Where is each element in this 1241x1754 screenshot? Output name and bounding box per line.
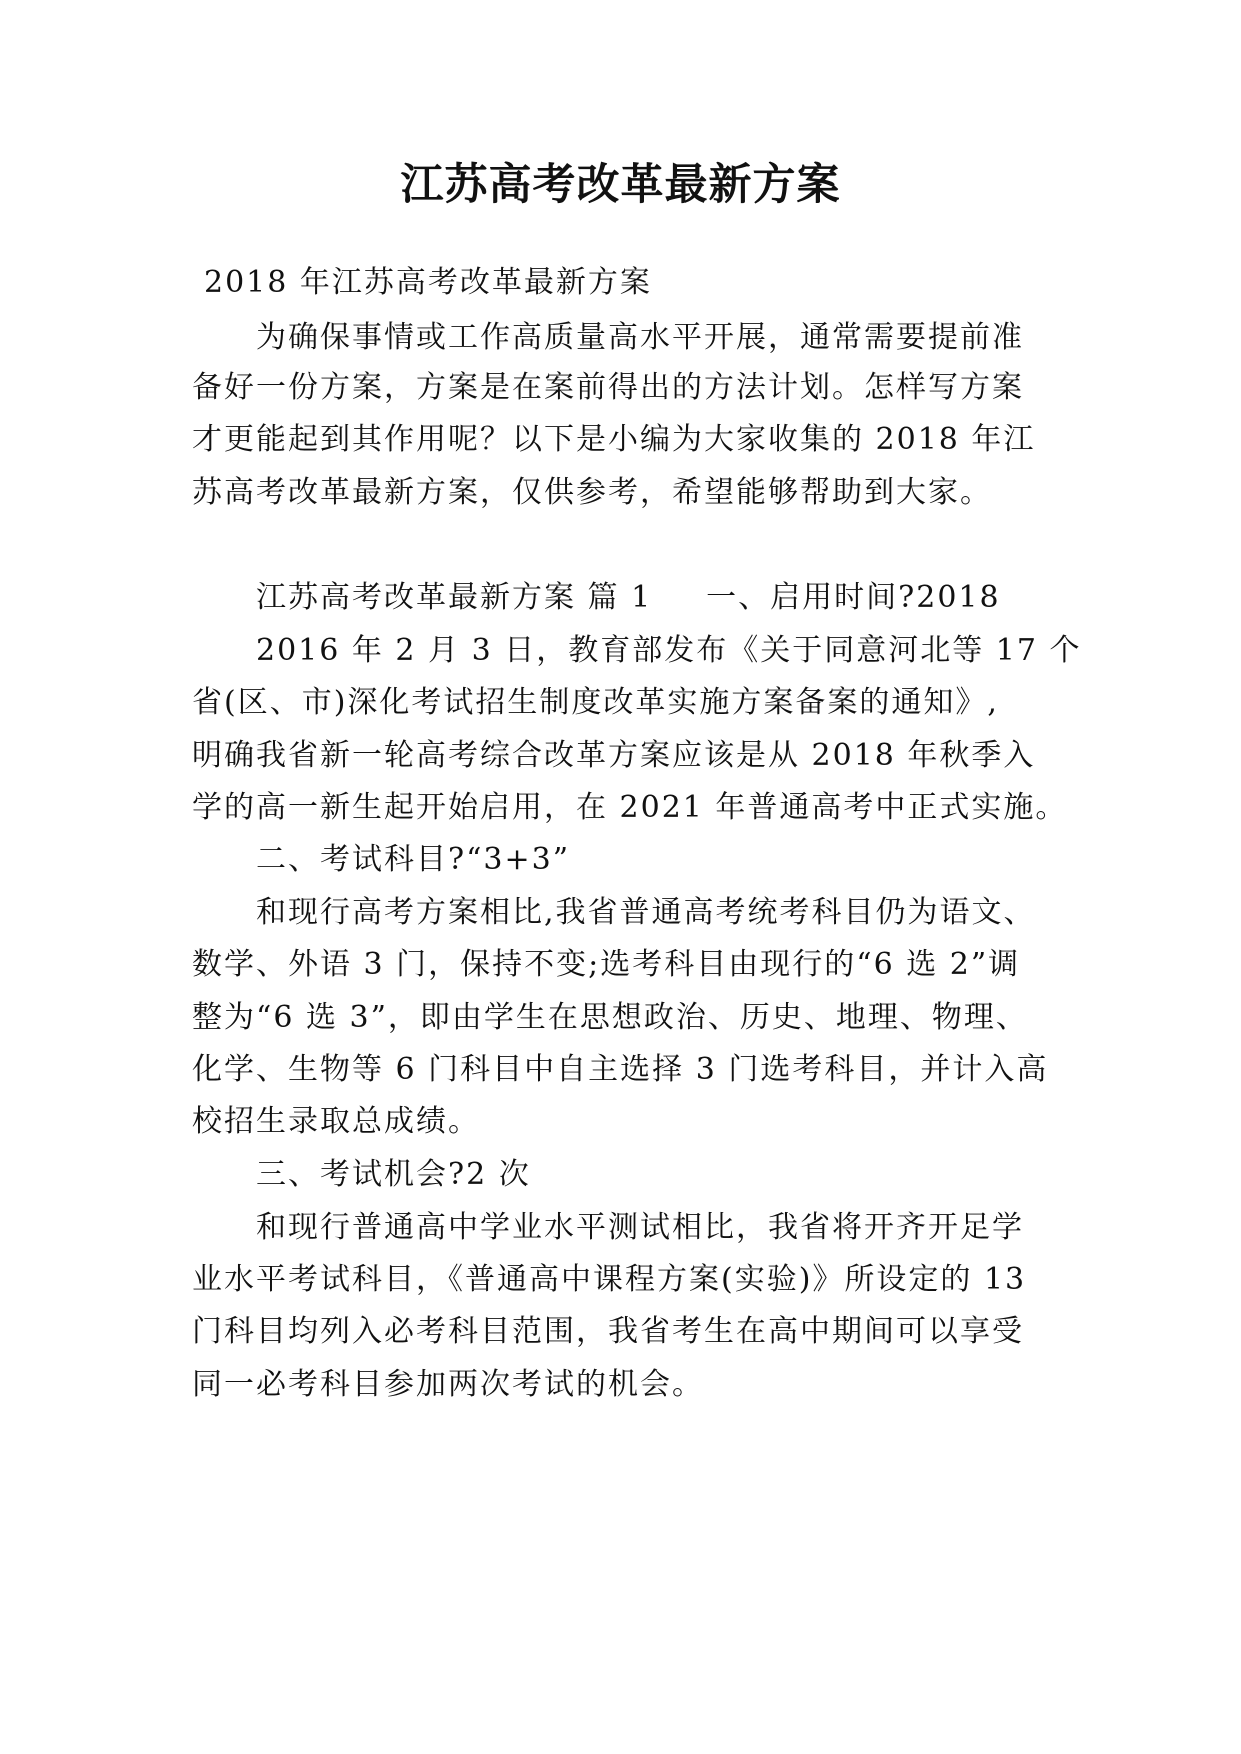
document-title: 江苏高考改革最新方案 (400, 160, 841, 210)
section-heading-2: 二、考试科目?“3+3” (256, 842, 571, 877)
section2-line: 数学、外语 3 门，保持不变;选考科目由现行的“6 选 2”调 (192, 947, 1021, 982)
section3-line: 和现行普通高中学业水平测试相比，我省将开齐开足学 (256, 1210, 1024, 1245)
section1-line: 明确我省新一轮高考综合改革方案应该是从 2018 年秋季入 (192, 738, 1036, 773)
section2-line: 整为“6 选 3”，即由学生在思想政治、历史、地理、物理、 (192, 1000, 1028, 1035)
intro-line: 备好一份方案，方案是在案前得出的方法计划。怎样写方案 (192, 370, 1024, 405)
document-subtitle: 2018 年江苏高考改革最新方案 (204, 265, 652, 300)
intro-line: 才更能起到其作用呢？以下是小编为大家收集的 2018 年江 (192, 422, 1036, 457)
chapter-heading-line (256, 578, 1001, 618)
section2-line: 校招生录取总成绩。 (192, 1104, 480, 1139)
section3-line: 同一必考科目参加两次考试的机会。 (192, 1367, 704, 1402)
section-heading-3: 三、考试机会?2 次 (256, 1157, 531, 1192)
intro-line: 为确保事情或工作高质量高水平开展，通常需要提前准 (256, 320, 1024, 355)
section3-line: 业水平考试科目，《普通高中课程方案(实验)》所设定的 13 (192, 1262, 1027, 1297)
section3-line: 门科目均列入必考科目范围，我省考生在高中期间可以享受 (192, 1314, 1024, 1349)
chapter-heading: 江苏高考改革最新方案 篇 1 (256, 580, 653, 615)
section1-line: 学的高一新生起开始启用，在 2021 年普通高考中正式实施。 (192, 790, 1068, 825)
section2-line: 化学、生物等 6 门科目中自主选择 3 门选考科目，并计入高 (192, 1052, 1049, 1087)
intro-line: 苏高考改革最新方案，仅供参考，希望能够帮助到大家。 (192, 475, 992, 510)
section1-line: 省(区、市)深化考试招生制度改革实施方案备案的通知》, (192, 685, 999, 720)
section1-line: 2016 年 2 月 3 日，教育部发布《关于同意河北等 17 个 (256, 633, 1082, 668)
section-heading-1: 一、启用时间?2018 (706, 580, 1001, 615)
section2-line: 和现行高考方案相比,我省普通高考统考科目仍为语文、 (256, 895, 1036, 930)
